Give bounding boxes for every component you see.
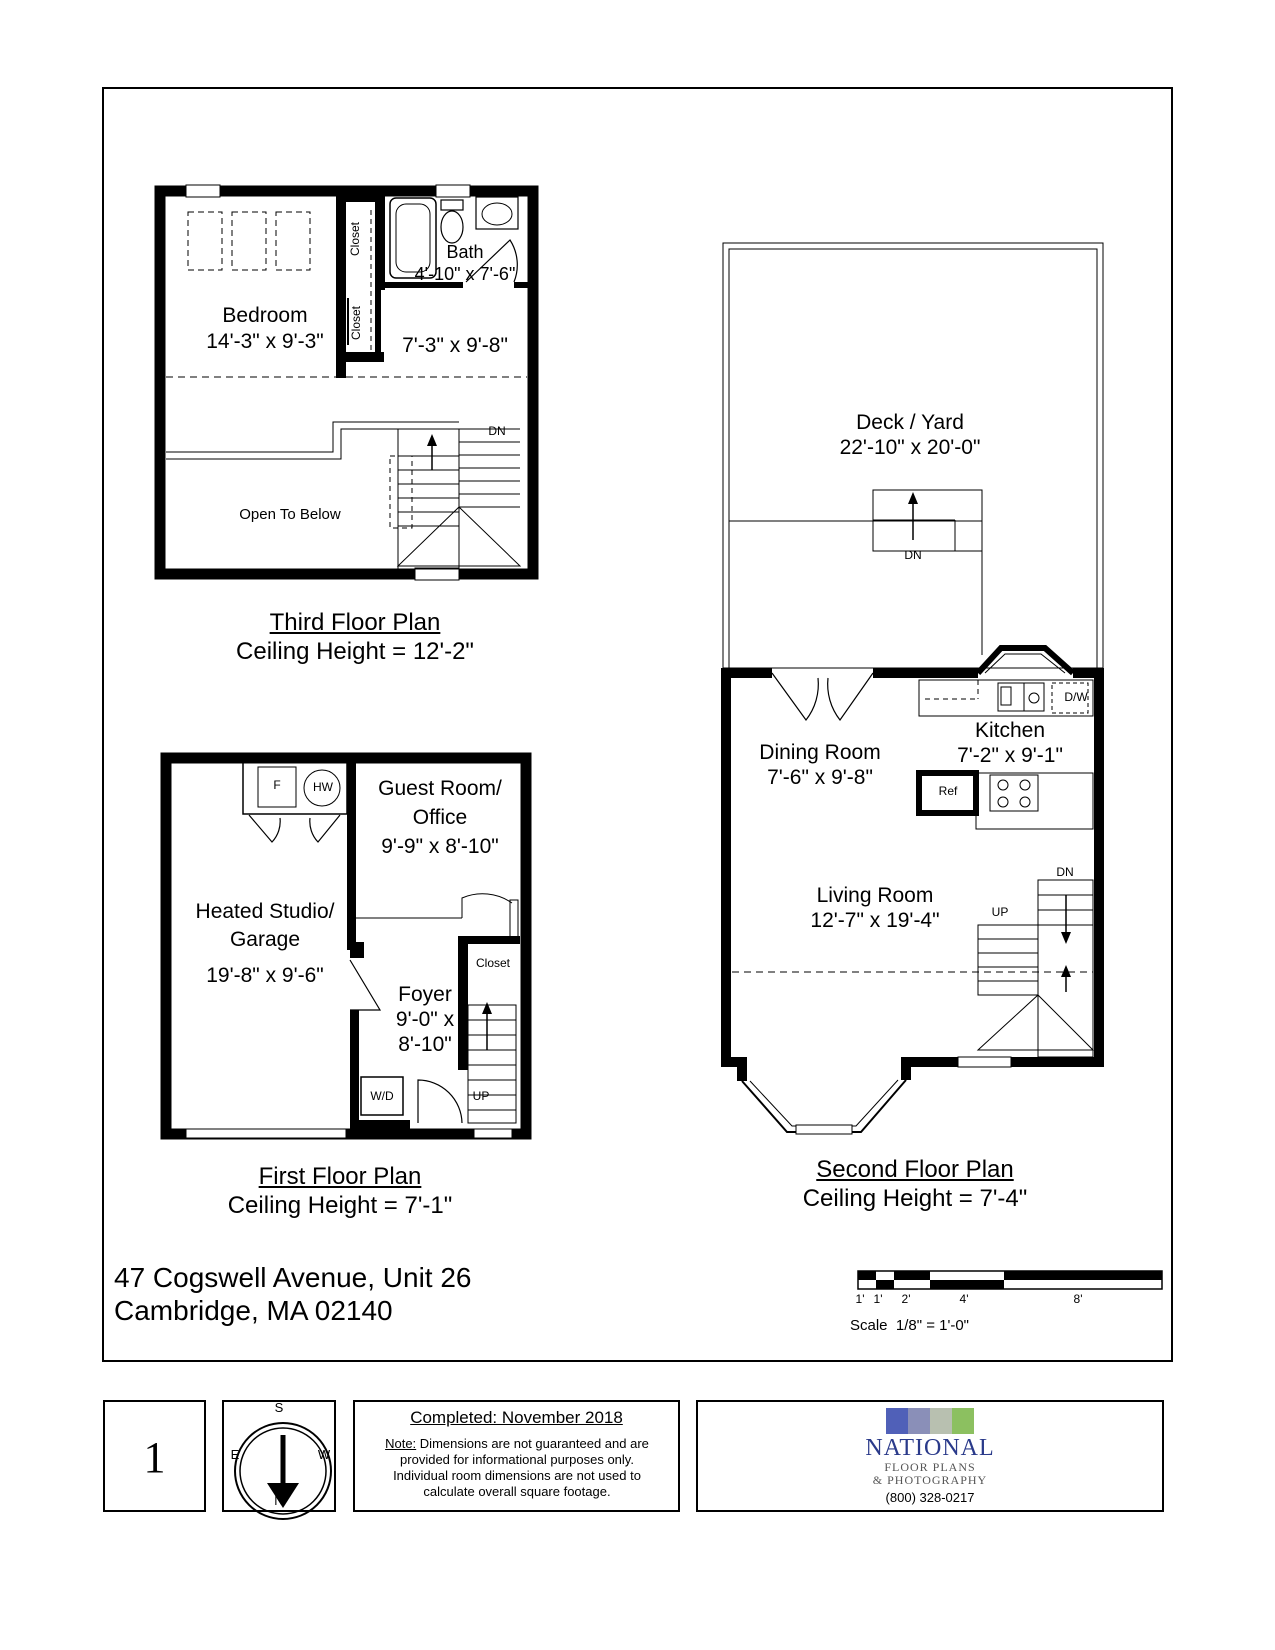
compass-north: N: [274, 1493, 284, 1508]
bedroom-dims: 14'-3" x 9'-3": [206, 330, 324, 353]
deck-dims: 22'-10" x 20'-0": [839, 436, 981, 459]
company-box: [696, 1400, 1164, 1512]
studio-name-line1: Heated Studio/: [195, 900, 335, 923]
second-floor-ceiling: Ceiling Height = 7'-4": [802, 1185, 1028, 1212]
third-floor-ceiling: Ceiling Height = 12'-2": [236, 638, 474, 665]
dishwasher-label: D/W: [1064, 690, 1088, 704]
completed-date: Completed: November 2018: [410, 1408, 623, 1427]
scale-tick-1: 1': [855, 1292, 865, 1306]
scale-bar: [858, 1271, 1162, 1289]
refrigerator-label: Ref: [938, 784, 958, 798]
living-room-name: Living Room: [816, 884, 934, 907]
furnace-label: F: [273, 778, 281, 792]
company-subtitle2: & PHOTOGRAPHY: [872, 1473, 988, 1487]
second-stair-up: UP: [991, 905, 1009, 919]
address-line2: Cambridge, MA 02140: [114, 1295, 393, 1326]
closet-label-a: Closet: [348, 222, 362, 257]
first-closet-label: Closet: [475, 956, 510, 970]
second-stair-dn: DN: [1056, 865, 1074, 879]
scale-tick-3: 2': [901, 1292, 911, 1306]
company-phone: (800) 328-0217: [885, 1490, 975, 1505]
compass-box: [222, 1400, 336, 1512]
company-subtitle1: FLOOR PLANS: [884, 1460, 976, 1474]
note-line1: Dimensions are not guaranteed and are: [419, 1436, 649, 1451]
foyer-dims-line2: 8'-10": [398, 1033, 452, 1056]
deck-name: Deck / Yard: [856, 411, 964, 434]
page-number: 1: [143, 1433, 166, 1482]
studio-dims: 19'-8" x 9'-6": [206, 964, 324, 987]
deck-stair-dn: DN: [904, 548, 922, 562]
living-room-dims: 12'-7" x 19'-4": [810, 909, 940, 932]
bath-name: Bath: [446, 242, 484, 262]
guest-room-name-line2: Office: [412, 806, 468, 829]
compass-west: W: [317, 1447, 331, 1462]
compass-east: E: [230, 1447, 240, 1462]
first-floor-ceiling: Ceiling Height = 7'-1": [227, 1192, 453, 1219]
scale-label: Scale 1/8" = 1'-0": [850, 1317, 969, 1334]
third-floor-title: Third Floor Plan: [269, 609, 441, 636]
company-name: NATIONAL: [865, 1435, 995, 1461]
scale-tick-2: 1': [873, 1292, 883, 1306]
second-floor-plan: [723, 243, 1103, 1134]
note-label: Note:: [385, 1436, 417, 1451]
foyer-dims-line1: 9'-0" x: [395, 1008, 455, 1031]
first-stair-up: UP: [472, 1089, 490, 1103]
note-line2: provided for informational purposes only.: [400, 1452, 634, 1467]
hall-dims: 7'-3" x 9'-8": [402, 334, 508, 357]
washer-dryer-label: W/D: [370, 1089, 394, 1103]
closet-label-b: Closet: [349, 306, 363, 341]
scale-tick-4: 4': [959, 1292, 969, 1306]
water-heater-label: HW: [313, 780, 333, 794]
address-line1: 47 Cogswell Avenue, Unit 26: [114, 1262, 472, 1293]
bath-dims: 4'-10" x 7'-6": [414, 264, 516, 284]
dining-room-name: Dining Room: [759, 741, 881, 764]
guest-room-dims: 9'-9" x 8'-10": [381, 835, 499, 858]
dining-room-dims: 7'-6" x 9'-8": [767, 766, 873, 789]
second-floor-title: Second Floor Plan: [816, 1156, 1014, 1183]
first-floor-title: First Floor Plan: [258, 1163, 422, 1190]
notes-box: [353, 1400, 680, 1512]
note-line4: calculate overall square footage.: [423, 1484, 611, 1499]
third-stair-dn: DN: [488, 424, 506, 438]
open-to-below-label: Open To Below: [239, 506, 341, 523]
guest-room-name-line1: Guest Room/: [378, 777, 502, 800]
kitchen-dims: 7'-2" x 9'-1": [957, 744, 1063, 767]
foyer-name: Foyer: [398, 983, 452, 1006]
bedroom-name: Bedroom: [222, 304, 308, 327]
disclaimer-note: [367, 1436, 667, 1500]
page-number-box: [103, 1400, 206, 1512]
note-line3: Individual room dimensions are not used to: [393, 1468, 641, 1483]
scale-tick-5: 8': [1073, 1292, 1083, 1306]
compass-south: S: [274, 1400, 284, 1415]
studio-name-line2: Garage: [229, 928, 301, 951]
kitchen-name: Kitchen: [974, 719, 1046, 742]
